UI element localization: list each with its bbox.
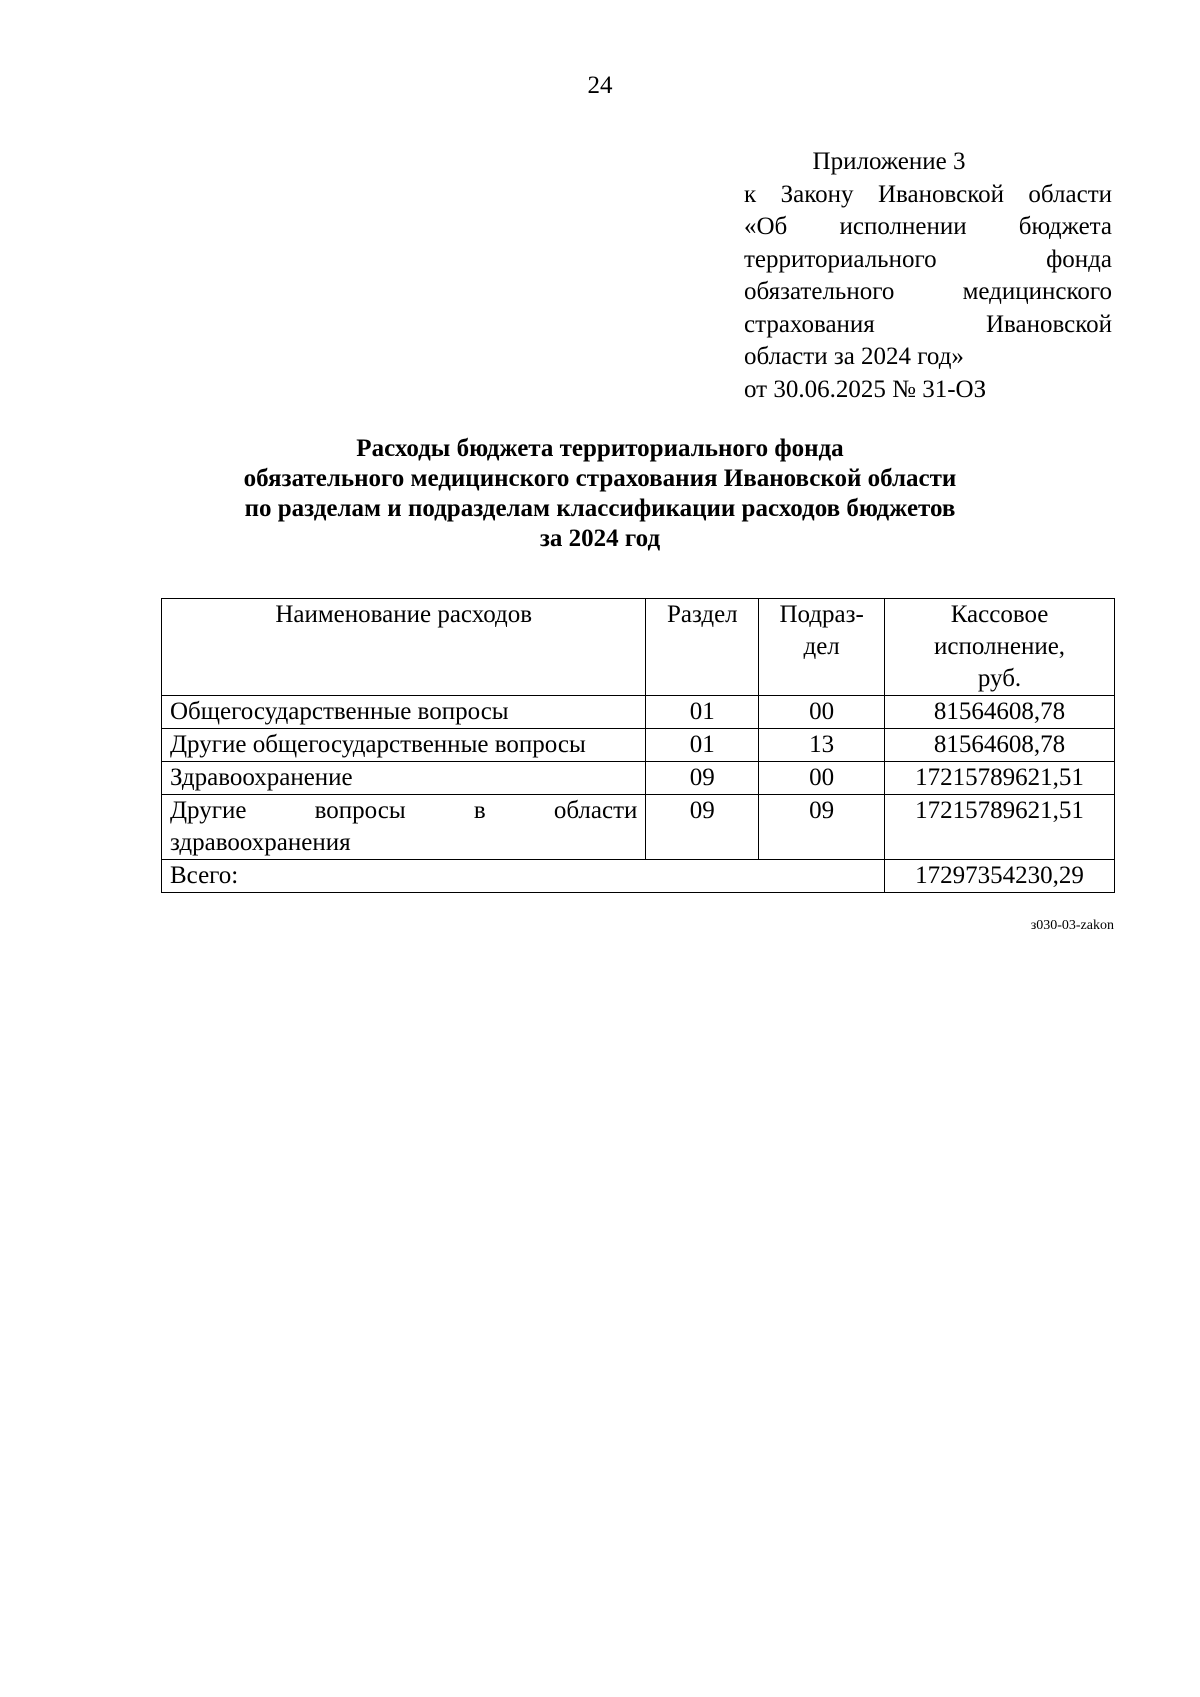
- row-subsection: 13: [759, 729, 885, 762]
- header-subsection: [759, 599, 885, 696]
- appendix-line: обязательного медицинского: [744, 278, 1112, 305]
- row-section: 01: [646, 729, 759, 762]
- header-amount-line: исполнение,: [933, 633, 1066, 660]
- expenses-table: [161, 598, 1115, 893]
- page-number: 24: [587, 72, 613, 99]
- header-section-text: Раздел: [666, 601, 738, 628]
- table-header-row: [162, 599, 1115, 696]
- row-name: Другие вопросы в области здравоохранения: [162, 795, 646, 860]
- row-subsection: 00: [759, 762, 885, 795]
- total-amount: 17297354230,29: [885, 860, 1115, 893]
- appendix-block: [744, 146, 1112, 406]
- row-section: 09: [646, 762, 759, 795]
- row-amount: 81564608,78: [885, 729, 1115, 762]
- row-subsection: 09: [759, 795, 885, 860]
- header-amount: [885, 599, 1115, 696]
- header-amount-line: Кассовое: [950, 601, 1049, 628]
- total-label: Всего:: [162, 860, 885, 893]
- document-title-line: по разделам и подразделам классификации расходов бюджетов: [244, 495, 956, 522]
- table-row: [162, 762, 1115, 795]
- header-name-text: Наименование расходов: [275, 601, 533, 628]
- document-title-line: обязательного медицинского страхования Ивановской области: [243, 465, 957, 492]
- row-amount: 17215789621,51: [885, 762, 1115, 795]
- row-name: Другие общегосударственные вопросы: [162, 729, 646, 762]
- header-amount-line: руб.: [977, 665, 1022, 692]
- table-row: [162, 795, 1115, 860]
- table-total-row: [162, 860, 1115, 893]
- header-subsection-line: Подраз-: [779, 601, 864, 628]
- document-code: з030-03-zakon: [1030, 918, 1114, 933]
- appendix-title: Приложение 3: [812, 148, 966, 175]
- document-title-line: за 2024 год: [539, 525, 661, 552]
- row-section: 01: [646, 696, 759, 729]
- appendix-line: «Об исполнении бюджета: [744, 213, 1112, 240]
- row-section: 09: [646, 795, 759, 860]
- row-name: Здравоохранение: [162, 762, 646, 795]
- row-amount: 81564608,78: [885, 696, 1115, 729]
- table-row: [162, 696, 1115, 729]
- appendix-date-line: от 30.06.2025 № 31-ОЗ: [744, 375, 987, 403]
- appendix-line: территориального фонда: [744, 245, 1112, 273]
- header-name: [162, 599, 646, 696]
- document-title: [0, 434, 1200, 554]
- row-name: Общегосударственные вопросы: [162, 696, 646, 729]
- appendix-line: к Закону Ивановской области: [744, 180, 1112, 208]
- appendix-line: страхования Ивановской: [744, 310, 1112, 338]
- header-section: [646, 599, 759, 696]
- document-title-line: Расходы бюджета территориального фонда: [356, 435, 844, 462]
- row-subsection: 00: [759, 696, 885, 729]
- row-amount: 17215789621,51: [885, 795, 1115, 860]
- header-subsection-line: дел: [803, 633, 840, 660]
- appendix-line: области за 2024 год»: [744, 343, 964, 370]
- table-row: [162, 729, 1115, 762]
